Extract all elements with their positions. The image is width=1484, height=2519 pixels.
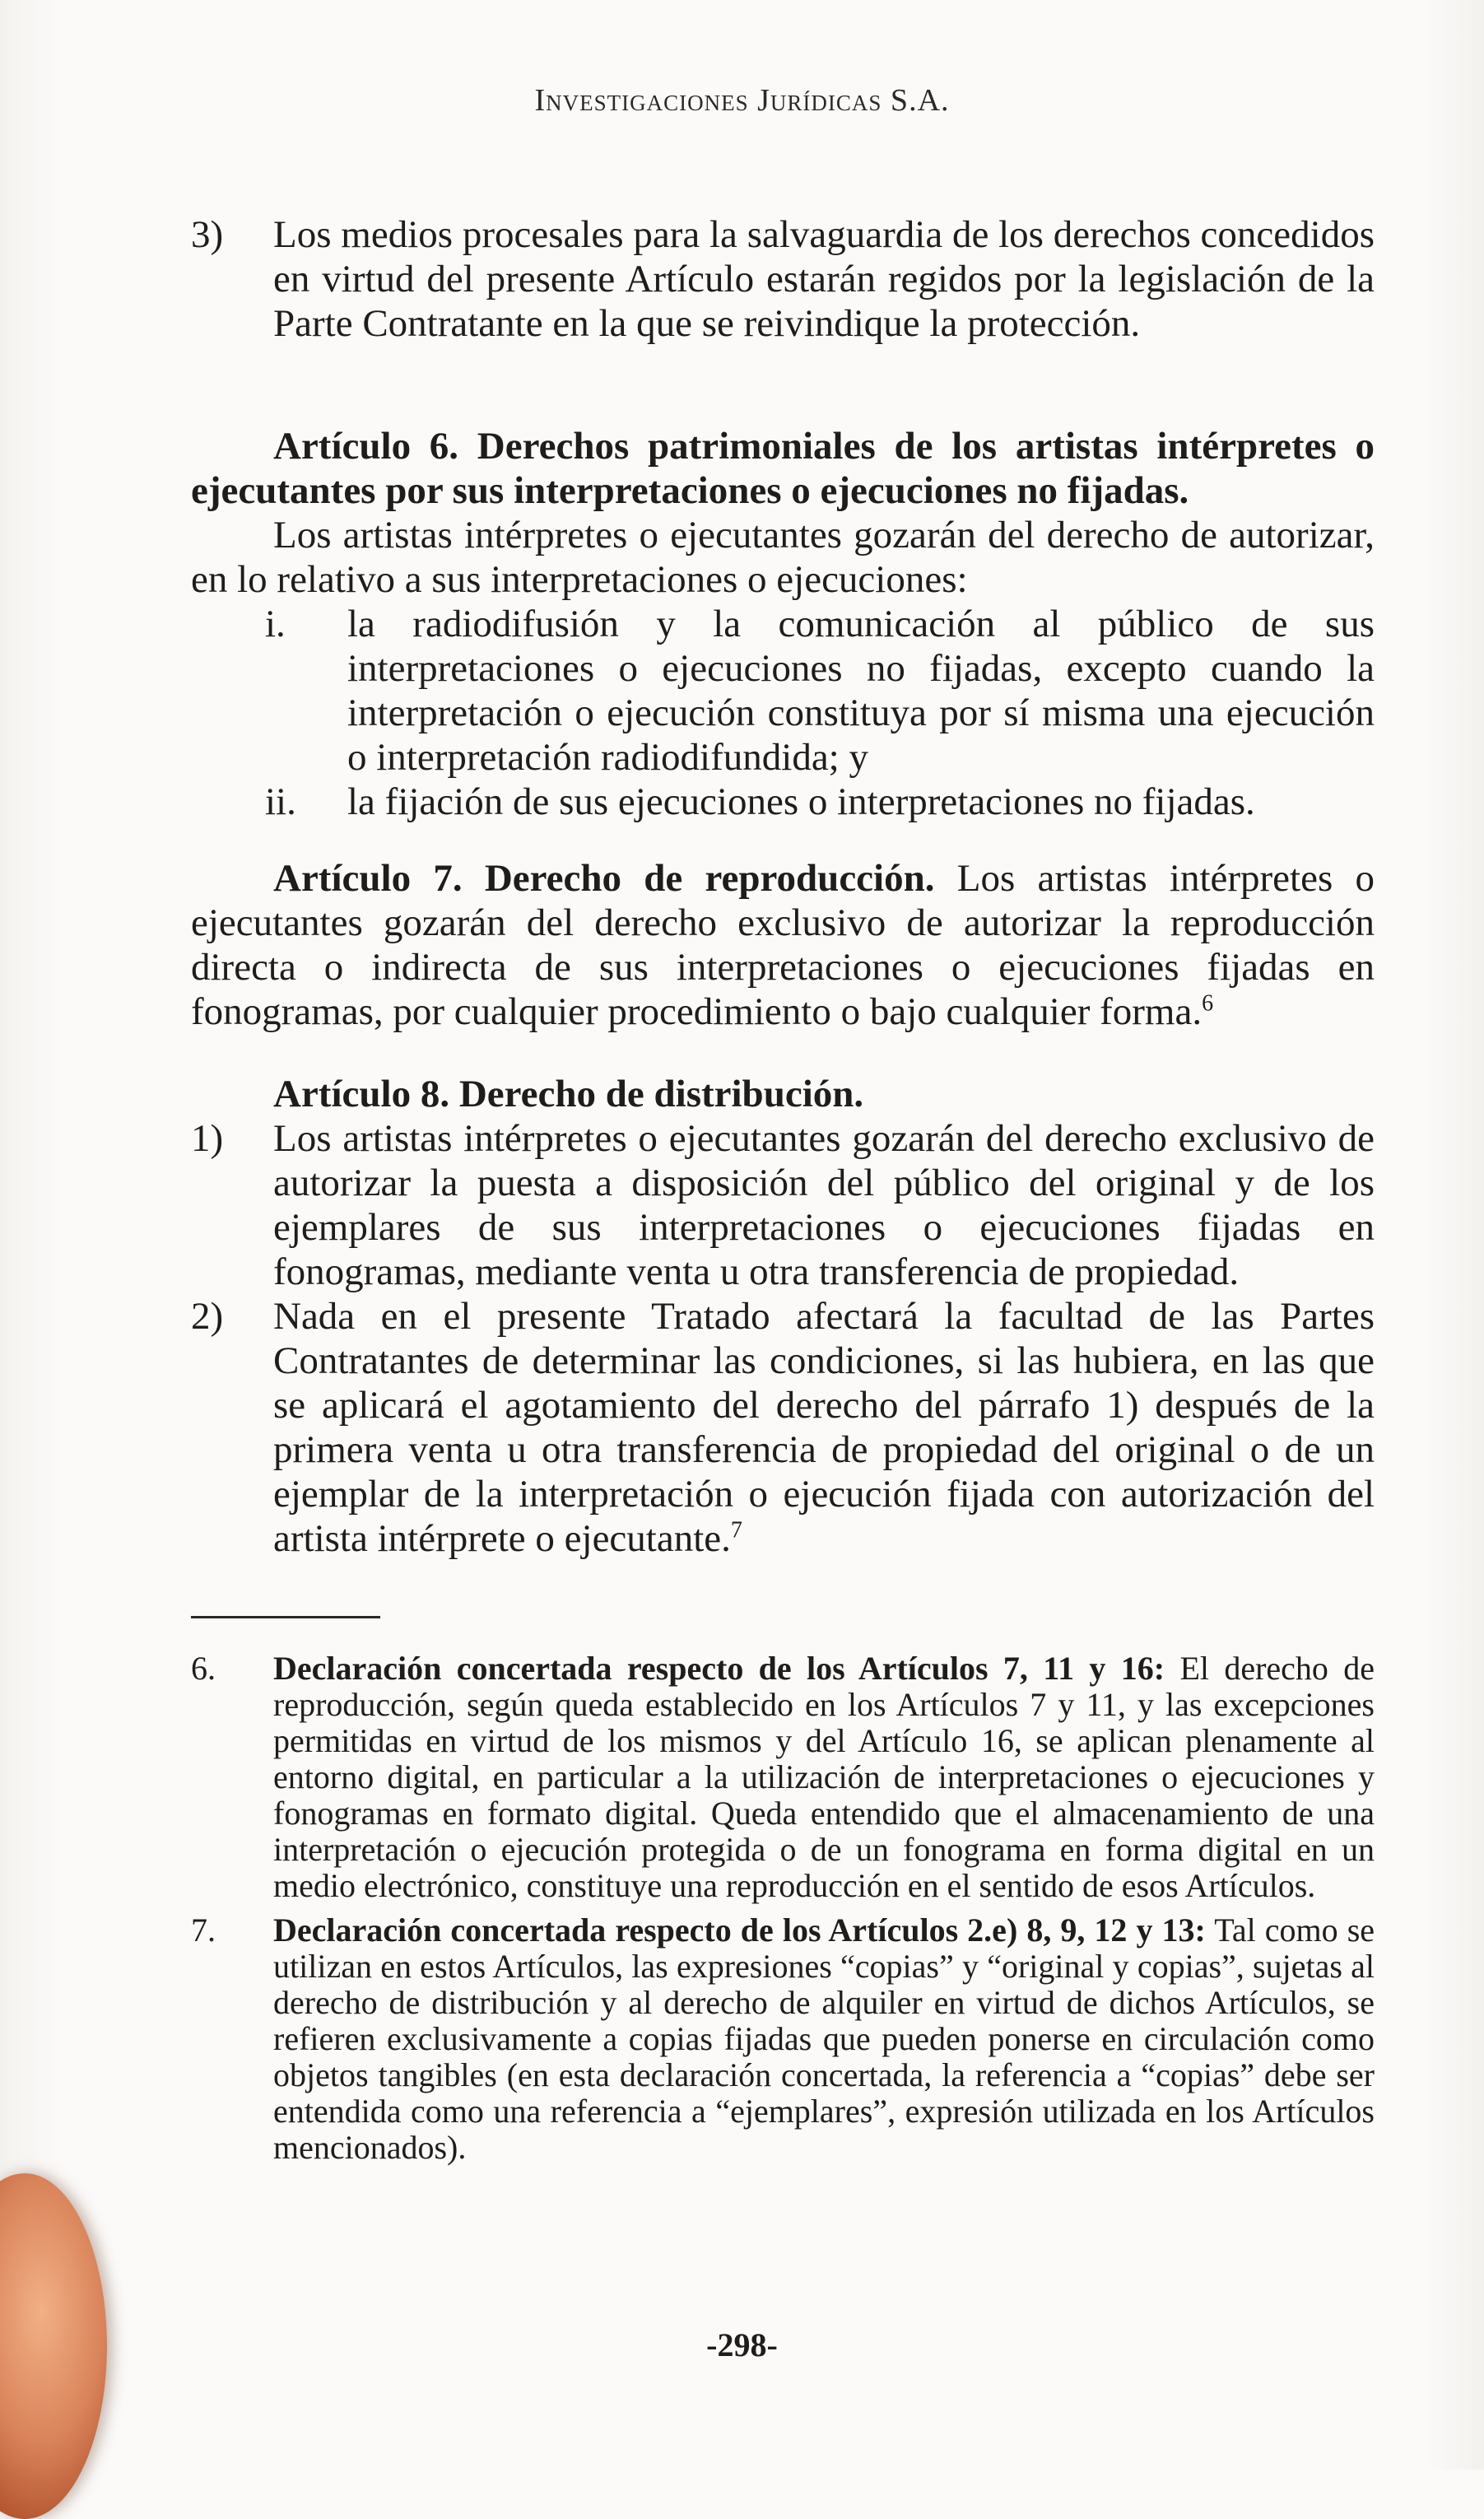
- article-8-title: Artículo 8. Derecho de distribución.: [273, 1073, 864, 1115]
- footnote-6: [191, 1651, 1375, 1904]
- item-number: i.: [265, 603, 286, 645]
- article-6-item-ii: [265, 780, 1375, 824]
- article-6-intro: Los artistas intérpretes o ejecutantes gozarán del derecho de autorizar, en lo relativo a sus interpretaciones o ejecuciones:: [191, 514, 1375, 601]
- footnote-text: [273, 1912, 1375, 2166]
- footnote-ref-7[interactable]: 7: [730, 1517, 742, 1544]
- item-number: 2): [191, 1295, 224, 1338]
- running-header: Investigaciones Jurídicas S.A.: [534, 83, 950, 118]
- footnote-title: Declaración concertada respecto de los Artículos 2.e) 8, 9, 12 y 13:: [273, 1911, 1206, 1949]
- footnote-7: [191, 1912, 1375, 2166]
- footnote-number: 7.: [191, 1911, 216, 1949]
- footnote-body: El derecho de reproducción, según queda establecido en los Artículos 7 y 11, y las excepciones permitidas en virtud de los mismos y del Artículo 16, se aplican plenamente al entorno digital, en particular a la utilización de interpretaciones o ejecuciones y fonogramas en formato digital. Queda entendido que el almacenamiento de una interpretación o ejecución protegida o de un fonograma en forma digital en un medio electrónico, constituye una reproducción en el sentido de esos Artículos.: [273, 1650, 1375, 1904]
- article-6: [191, 424, 1375, 824]
- item-text: la radiodifusión y la comunicación al público de sus interpretaciones o ejecuciones no fijadas, excepto cuando la interpretación o ejecución constituya por sí misma una ejecución o interpretación radiodifundida; y: [347, 603, 1375, 779]
- footnote-body: Tal como se utilizan en estos Artículos, las expresiones “copias” y “original y copias”, sujetas al derecho de distribución y al derecho de alquiler en virtud de dichos Artículos, se refieren exclusivamente a copias fijadas que pueden ponerse en circulación como objetos tangibles (en esta declaración concertada, la referencia a “copias” debe ser entendida como una referencia a “ejemplares”, expresión utilizada en los Artículos mencionados).: [273, 1911, 1375, 2166]
- footnote-text: [273, 1651, 1375, 1904]
- paragraph-text: Los medios procesales para la salvaguardia de los derechos concedidos en virtud del presente Artículo estarán regidos por la legislación de la Parte Contratante en la que se reivindique la protección.: [273, 213, 1375, 345]
- article-7-text: Los artistas intérpretes o ejecutantes gozarán del derecho exclusivo de autorizar la reproducción directa o indirecta de sus interpretaciones o ejecuciones fijadas en fonogramas, por cualquier procedimiento o bajo cualquier forma.: [191, 857, 1375, 1033]
- article-7-title: Artículo 7. Derecho de reproducción.: [273, 857, 935, 900]
- article-8-item-2: [191, 1294, 1375, 1561]
- item-text: [273, 1294, 1375, 1561]
- footnote-number: 6.: [191, 1650, 216, 1687]
- article-7: [191, 856, 1375, 1034]
- thumb-holding-page: [0, 2173, 107, 2519]
- item-number: ii.: [265, 780, 296, 823]
- item-text: la fijación de sus ejecuciones o interpretaciones no fijadas.: [347, 780, 1255, 823]
- footnotes: [191, 1651, 1375, 2174]
- paragraph-number: 3): [191, 213, 224, 256]
- item-text-body: Nada en el presente Tratado afectará la facultad de las Partes Contratantes de determinar las condiciones, si las hubiera, en las que se aplicará el agotamiento del derecho del párrafo 1) después de la primera venta u otra transferencia de propiedad del original o de un ejemplar de la interpretación o ejecución fijada con autorización del artista intérprete o ejecutante.: [273, 1295, 1375, 1560]
- article-6-item-i: [265, 602, 1375, 780]
- footnote-ref-6[interactable]: 6: [1202, 990, 1214, 1017]
- item-number: 1): [191, 1117, 224, 1160]
- page-number: -298-: [706, 2326, 778, 2363]
- article-8: [191, 1072, 1375, 1561]
- article-6-title: Artículo 6. Derechos patrimoniales de los artistas intérpretes o ejecutantes por sus interpretaciones o ejecuciones no fijadas.: [191, 425, 1375, 512]
- paragraph-3: [191, 212, 1375, 346]
- footnote-title: Declaración concertada respecto de los Artículos 7, 11 y 16:: [273, 1650, 1165, 1687]
- footnote-separator: [191, 1616, 380, 1618]
- article-8-item-1: [191, 1116, 1375, 1294]
- item-text: Los artistas intérpretes o ejecutantes gozarán del derecho exclusivo de autorizar la puesta a disposición del público del original y de los ejemplares de sus interpretaciones o ejecuciones fijadas en fonogramas, mediante venta u otra transferencia de propiedad.: [273, 1117, 1375, 1293]
